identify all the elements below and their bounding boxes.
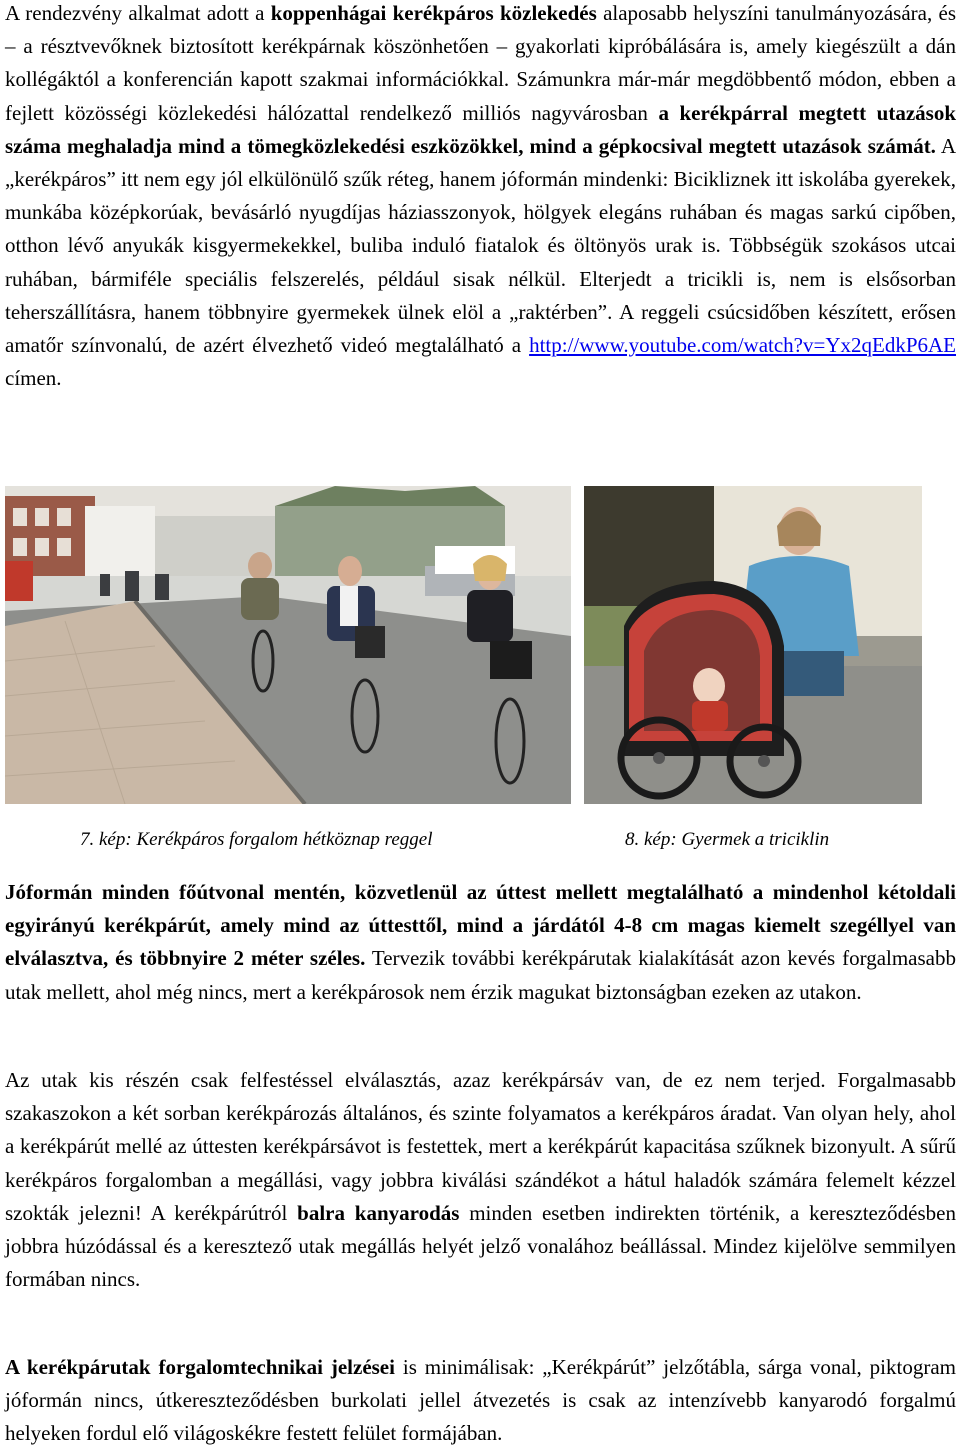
text-run: Tervezik további kerékpárutak kialakítását azon kevés forgalmasabb utak mellett, ahol még nincs, mert a kerékpárosok nem érzik magukat biztonságban ezeken az utakon. xyxy=(5,946,956,1004)
paragraph-bike-lanes xyxy=(5,1064,956,1296)
paragraph-intro xyxy=(5,0,956,395)
text-run: is minimálisak: „Kerékpárút” jelzőtábla, sárga vonal, piktogram jóformán nincs, útkereszteződésben burkolati jellel átvezetés is csak az intenzívebb kanyarodó forgalmú helyeken fordul elő világoskékre festett felület formájában. xyxy=(5,1355,956,1446)
video-link[interactable]: http://www.youtube.com/watch?v=Yx2qEdkP6AE xyxy=(529,333,956,358)
bold-run: A kerékpárutak forgalomtechnikai jelzései xyxy=(5,1355,395,1379)
text-run: alaposabb helyszíni tanulmányozására, és – a résztvevőknek biztosított kerékpárnak köszönhetően – gyakorlati kipróbálására is, amely kiegészült a dán kollégáktól a konferencián kapott szakmai információkkal. Számunkra már-már megdöbbentő módon, ebben a fejlett közösségi közlekedési hálózattal rendelkező milliós nagyvárosban xyxy=(5,1,956,125)
caption-photo-8: 8. kép: Gyermek a triciklin xyxy=(625,829,830,850)
bold-run: a kerékpárral megtett utazások száma meghaladja mind a tömegközlekedési eszközökkel, mind a gépkocsival megtett utazások számát. xyxy=(5,100,957,158)
caption-photo-7: 7. kép: Kerékpáros forgalom hétköznap reggel xyxy=(80,829,433,850)
paragraph-bike-paths xyxy=(5,876,956,1009)
photo-cyclists-morning xyxy=(5,486,571,804)
text-run: minden esetben indirekten történik, a kereszteződésben jobbra húzódással és a keresztező utak megállás helyét jelző vonalához beállással. Mindez kijelölve semmilyen formában nincs. xyxy=(5,1200,956,1292)
bold-run: Jóformán minden főútvonal mentén, közvetlenül az úttest mellett megtalálható a mindenhol kétoldali egyirányú kerékpárút, amely mind az úttesttől, mind a járdától 4-8 cm magas kiemelt szegéllyel van elválasztva, és többnyire 2 méter széles. xyxy=(5,880,956,971)
photo-child-tricycle xyxy=(584,486,922,804)
paragraph-signage xyxy=(5,1351,956,1451)
bold-run: koppenhágai kerékpáros közlekedés xyxy=(270,1,597,25)
text-run: Az utak kis részén csak felfestéssel elválasztás, azaz kerékpársáv van, de ez nem terjed. Forgalmasabb szakaszokon a két sorban kerékpározás általános, és szinte folyamatos a kerékpáros áradat. Van olyan hely, ahol a kerékpárút mellé az úttesten kerékpársávot is festettek, mert a kerékpárút kapacitása szűknek bizonyult. A sűrű kerékpáros forgalomban a megállási, vagy jobbra kiválási szándékot a hátul haladók számára felemelt kézzel szokták jelezni! A kerékpárútról xyxy=(5,1068,956,1225)
text-run: A rendezvény alkalmat adott a xyxy=(5,1,271,25)
text-run: A „kerékpáros” itt nem egy jól elkülönülő szűk réteg, hanem jóformán mindenki: Bicikliznek itt iskolába gyerekek, munkába középkorúak, bevásárló nyugdíjas háziasszonyok, hölgyek elegáns ruhában és magas sarkú cipőben, otthon lévő anyukák kisgyermekekkel, buliba induló fiatalok és öltönyös urak is. Többségük szokásos utcai ruhában, bármiféle speciális felszerelés, például sisak nélkül. Elterjedt a tricikli is, nem is elsősorban teherszállításra, hanem többnyire gyermekek ülnek elöl a „raktérben”. A reggeli csúcsidőben készített, erősen amatőr színvonalú, de azért élvezhető videó megtalálható a xyxy=(5,133,956,358)
bold-run: balra kanyarodás xyxy=(297,1200,460,1225)
text-run: címen. xyxy=(5,366,62,391)
